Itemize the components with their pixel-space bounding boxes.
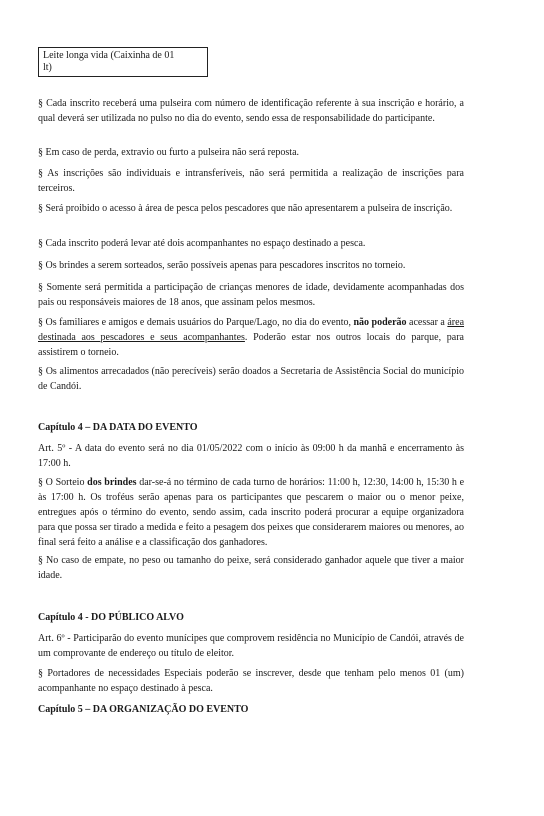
rule-access: § Será proibido o acesso à área de pesca pelos pescadores que não apresentarem a pulseira de inscrição. — [38, 203, 453, 214]
sorteio-text-1: § O Sorteio — [38, 477, 88, 488]
rule-children: § Somente será permitida a participação de crianças menores de idade, devidamente acompanhadas dos pais ou responsáveis maiores de 18 anos, que assinam pelos mesmos. — [38, 282, 464, 308]
special-needs-rule: § Portadores de necessidades Especiais poderão se inscrever, desde que tenham pelo menos 01 (um) acompanhante no espaço destinado à pesca. — [38, 668, 464, 694]
rule-family-text-3: . Poderão estar nos outros locais do parque, para assistirem o torneio. — [38, 332, 464, 358]
rule-loss: § Em caso de perda, extravio ou furto a pulseira não será reposta. — [38, 147, 300, 158]
sorteio-paragraph — [38, 475, 464, 550]
rule-food: § Os alimentos arrecadados (não perecíveis) serão doados a Secretaria de Assistência Social do município de Candói. — [38, 366, 464, 392]
chapter-org-title: Capítulo 5 – DA ORGANIZAÇÃO DO EVENTO — [38, 704, 249, 715]
rule-individual: § As inscrições são individuais e intransferíveis, não será permitida a realização de inscrições para terceiros. — [38, 168, 464, 194]
rule-wristband: § Cada inscrito receberá uma pulseira com número de identificação referente à sua inscrição e horário, a qual deverá ser utilizada no pulso no dia do evento, sendo essa de responsabilidade do participante. — [38, 98, 464, 124]
rule-companions: § Cada inscrito poderá levar até dois acompanhantes no espaço destinado a pesca. — [38, 238, 366, 249]
rule-family-text-2: acessar a — [406, 317, 448, 328]
sorteio-bold: dos brindes — [87, 477, 137, 488]
chapter-public-title: Capítulo 4 - DO PÚBLICO ALVO — [38, 612, 184, 623]
art6-text: Art. 6º - Participarão do evento munícipes que comprovem residência no Município de Candói, através de um comprovante de endereço ou título de eleitor. — [38, 633, 464, 659]
art5-text: Art. 5º - A data do evento será no dia 01/05/2022 com o início às 09:00 h da manhã e encerramento às 17:00 h. — [38, 443, 464, 469]
rule-family-text-1: § Os familiares e amigos e demais usuários do Parque/Lago, no dia do evento, — [38, 317, 354, 328]
rule-family-underline: área destinada aos pescadores e seus acompanhantes — [38, 317, 465, 343]
item-box: Leite longa vida (Caixinha de 01 lt) — [38, 47, 208, 77]
rule-family — [38, 315, 464, 360]
rule-gifts: § Os brindes a serem sorteados, serão possíveis apenas para pescadores inscritos no torneio. — [38, 260, 406, 271]
chapter-date-title: Capítulo 4 – DA DATA DO EVENTO — [38, 422, 198, 433]
tie-rule: § No caso de empate, no peso ou tamanho do peixe, será considerado ganhador aquele que tiver a maior idade. — [38, 555, 464, 581]
rule-family-bold: não poderão — [353, 317, 407, 328]
sorteio-text-2: dar-se-á no término de cada turno de horários: 11:00 h, 12:30, 14:00 h, 15:30 h e às 17:00 h. Os troféus serão apenas para os participantes que pescarem o maior ou o menor peixe, entregues após o término do evento, sendo assim, cada inscrito poderá procurar a equipe organizadora para que possa ser tirado a medida e feito a pesagem dos peixes que considerarem maiores ou menores, ao final será feito a análise e a classificação dos ganhadores. — [38, 477, 465, 548]
